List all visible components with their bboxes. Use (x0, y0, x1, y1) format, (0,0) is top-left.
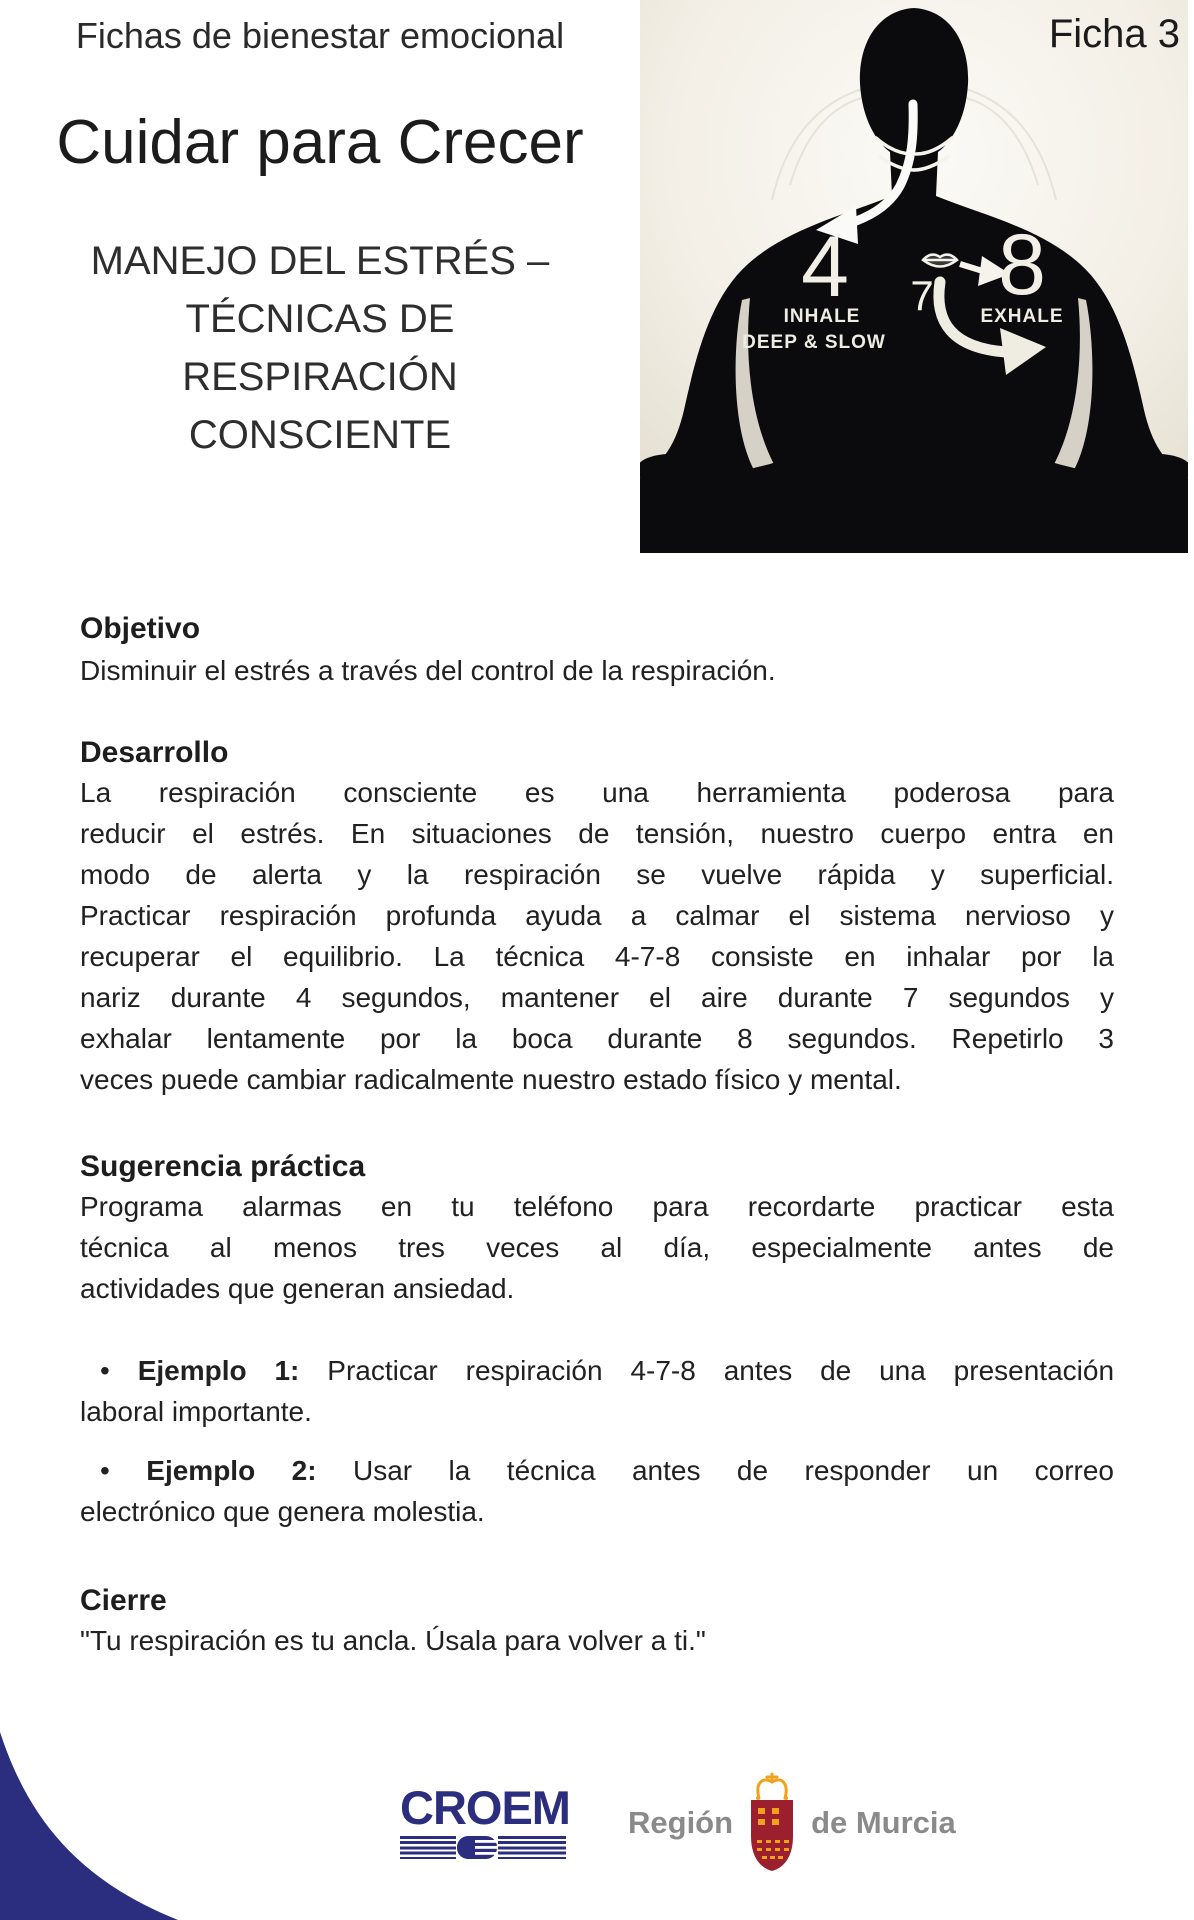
subtitle-line-3: RESPIRACIÓN (182, 355, 458, 399)
croem-logo-text: CROEM (400, 1781, 570, 1834)
inhale-count-label: 4 (801, 219, 849, 315)
desarrollo-line: nariz durante 4 segundos, mantener el aire durante 7 segundos y (80, 982, 1114, 1013)
croem-logo (400, 1781, 570, 1859)
exhale-label: EXHALE (980, 306, 1064, 327)
exhale-count-label: 8 (998, 217, 1046, 313)
desarrollo-line: La respiración consciente es una herramienta poderosa para (80, 777, 1114, 808)
ejemplo-1-line-1 (80, 1350, 1114, 1391)
ejemplo-1-item (80, 1350, 1114, 1432)
bullet-icon: • (100, 1455, 110, 1486)
objetivo-heading: Objetivo (80, 612, 201, 645)
subtitle-line-2: TÉCNICAS DE (185, 297, 455, 341)
inhale-sub-label: DEEP & SLOW (742, 332, 886, 353)
sugerencia-line: actividades que generan ansiedad. (80, 1273, 515, 1304)
subtitle-line-1: MANEJO DEL ESTRÉS – (90, 239, 550, 283)
murcia-shield-icon (745, 1772, 799, 1874)
murcia-word: de Murcia (811, 1805, 956, 1840)
lips-icon (923, 255, 957, 267)
breathing-illustration (640, 0, 1188, 553)
meditation-silhouette-image (640, 0, 1188, 553)
desarrollo-line: veces puede cambiar radicalmente nuestro estado físico y mental. (80, 1064, 902, 1095)
ejemplo-2-line-2: electrónico que genera molestia. (80, 1496, 485, 1527)
region-de-murcia-logo (628, 1772, 956, 1874)
region-word: Región (628, 1805, 734, 1840)
ejemplo-2-text: Usar la técnica antes de responder un correo (352, 1455, 1114, 1486)
croem-emblem-icon (456, 1836, 498, 1859)
objetivo-text: Disminuir el estrés a través del control de la respiración. (80, 655, 776, 686)
ficha-number-badge: Ficha 3 (1048, 12, 1180, 56)
corner-decoration (0, 1730, 200, 1920)
sugerencia-line: técnica al menos tres veces al día, especialmente antes de (80, 1232, 1114, 1263)
sugerencia-heading: Sugerencia práctica (80, 1150, 366, 1183)
cierre-heading: Cierre (80, 1584, 167, 1617)
croem-bars-right (498, 1836, 566, 1859)
desarrollo-line: reducir el estrés. En situaciones de tensión, nuestro cuerpo entra en (80, 818, 1114, 849)
collection-eyebrow: Fichas de bienestar emocional (75, 15, 565, 56)
desarrollo-line: exhalar lentamente por la boca durante 8 segundos. Repetirlo 3 (80, 1023, 1114, 1054)
desarrollo-paragraph (80, 772, 1114, 1100)
ejemplo-2-item (80, 1450, 1114, 1532)
cierre-quote: "Tu respiración es tu ancla. Úsala para volver a ti." (80, 1625, 706, 1656)
desarrollo-line: modo de alerta y la respiración se vuelve rápida y superficial. (80, 859, 1114, 890)
ejemplo-1-label: Ejemplo 1: (137, 1355, 300, 1386)
croem-bars-left (400, 1836, 456, 1859)
croem-logo-bars (400, 1836, 567, 1859)
subtitle-line-4: CONSCIENTE (188, 413, 452, 457)
desarrollo-heading: Desarrollo (80, 736, 229, 769)
hold-count-label: 7 (910, 272, 934, 319)
ejemplo-1-line-2: laboral importante. (80, 1396, 312, 1427)
page-title: Cuidar para Crecer (56, 108, 584, 177)
ejemplo-2-line-1 (80, 1450, 1114, 1491)
sugerencia-paragraph (80, 1186, 1114, 1309)
sugerencia-line: Programa alarmas en tu teléfono para recordarte practicar esta (80, 1191, 1114, 1222)
ejemplo-2-label: Ejemplo 2: (146, 1455, 317, 1486)
desarrollo-line: Practicar respiración profunda ayuda a calmar el sistema nervioso y (80, 900, 1114, 931)
topic-subtitle (0, 232, 640, 464)
inhale-label: INHALE (783, 306, 861, 327)
ejemplo-1-text: Practicar respiración 4-7-8 antes de una presentación (327, 1355, 1115, 1386)
bullet-icon: • (100, 1355, 110, 1386)
desarrollo-line: recuperar el equilibrio. La técnica 4-7-8 consiste en inhalar por la (80, 941, 1114, 972)
